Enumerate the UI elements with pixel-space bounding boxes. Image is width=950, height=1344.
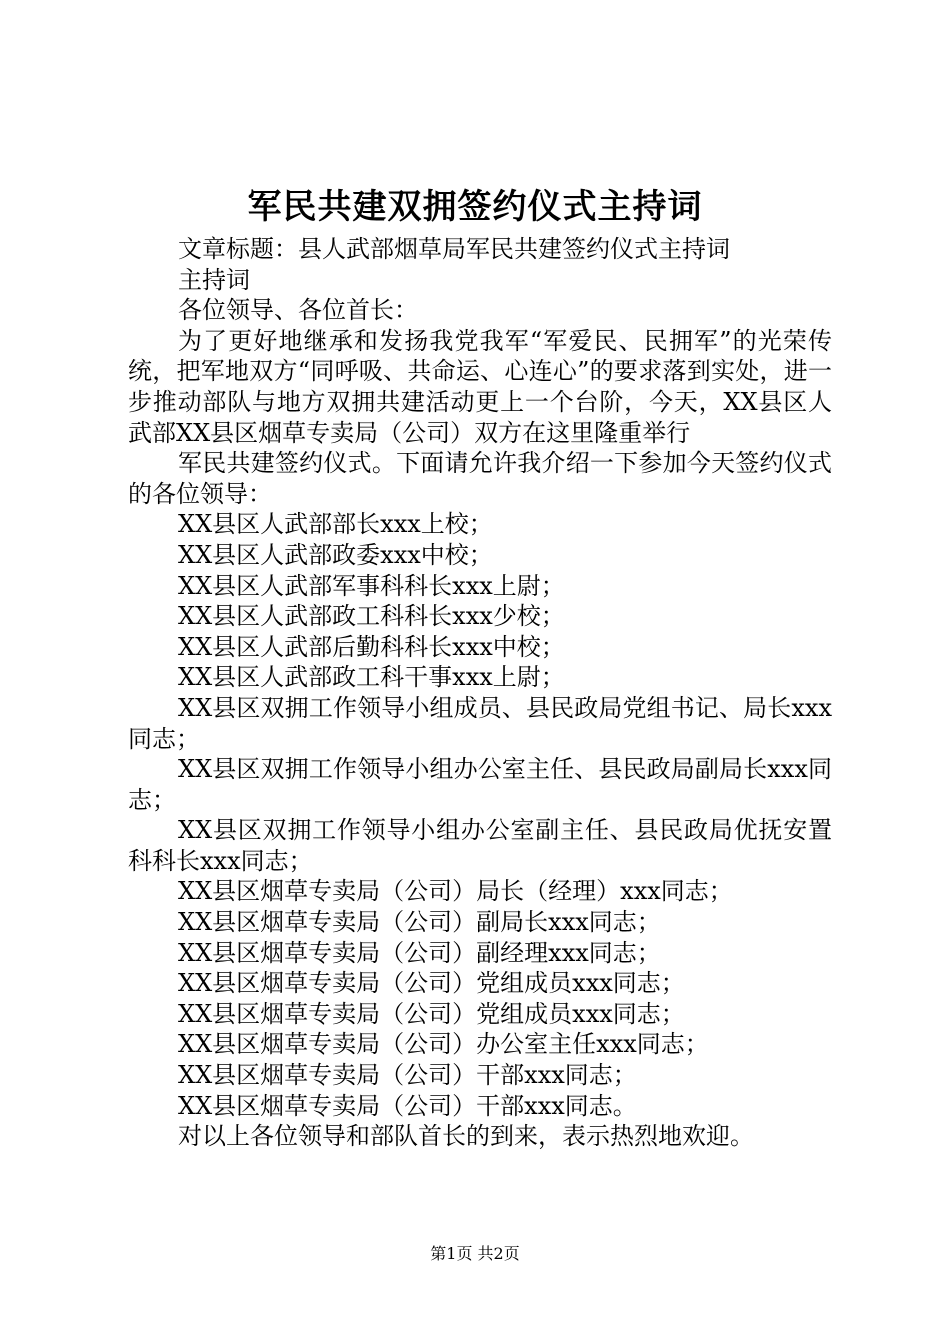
section-heading: 主持词 [178, 265, 250, 294]
welcome-paragraph: 对以上各位领导和部队首长的到来，表示热烈地欢迎。 [178, 1122, 754, 1151]
attendee-line: XX县区烟草专卖局（公司）党组成员xxx同志； [178, 999, 685, 1028]
attendee-line: XX县区烟草专卖局（公司）局长（经理）xxx同志； [178, 877, 733, 906]
salutation: 各位领导、各位首长： [178, 296, 418, 325]
page-number: 第1页 共2页 [430, 1244, 520, 1263]
attendee-line: XX县区人武部政工科干事xxx上尉； [178, 663, 565, 692]
attendee-line: XX县区人武部军事科科长xxx上尉； [178, 571, 565, 600]
attendee-line: XX县区烟草专卖局（公司）副局长xxx同志； [178, 908, 661, 937]
article-title-line: 文章标题：县人武部烟草局军民共建签约仪式主持词 [178, 235, 730, 263]
attendee-line: XX县区烟草专卖局（公司）干部xxx同志； [178, 1061, 637, 1090]
attendee-line: XX县区双拥工作领导小组成员、县民政局党组书记、局长xxx同志； [128, 693, 832, 753]
intro-paragraph-continued: 军民共建签约仪式。下面请允许我介绍一下参加今天签约仪式的各位领导： [128, 449, 832, 508]
attendee-line: XX县区烟草专卖局（公司）干部xxx同志。 [178, 1091, 637, 1120]
attendee-line: XX县区人武部后勤科科长xxx中校； [178, 632, 565, 661]
attendee-line: XX县区人武部部长xxx上校； [178, 510, 493, 539]
attendee-line: XX县区烟草专卖局（公司）党组成员xxx同志； [178, 969, 685, 998]
attendee-line: XX县区人武部政工科科长xxx少校； [178, 602, 565, 631]
attendee-line: XX县区双拥工作领导小组办公室副主任、县民政局优抚安置科科长xxx同志； [128, 816, 832, 875]
intro-paragraph: 为了更好地继承和发扬我党我军“军爱民、民拥军”的光荣传统，把军地双方“同呼吸、共命运、心连心”的要求落到实处，进一步推动部队与地方双拥共建活动更上一个台阶，今天，XX县区人武部XX县区烟草专卖局（公司）双方在这里隆重举行 [128, 326, 832, 447]
attendee-line: XX县区人武部政委xxx中校； [178, 540, 493, 569]
document-body [128, 234, 832, 1152]
attendee-line: XX县区双拥工作领导小组办公室主任、县民政局副局长xxx同志； [128, 755, 832, 814]
document-title: 军民共建双拥签约仪式主持词 [247, 187, 703, 227]
attendee-line: XX县区烟草专卖局（公司）副经理xxx同志； [178, 938, 661, 967]
attendee-line: XX县区烟草专卖局（公司）办公室主任xxx同志； [178, 1030, 709, 1059]
